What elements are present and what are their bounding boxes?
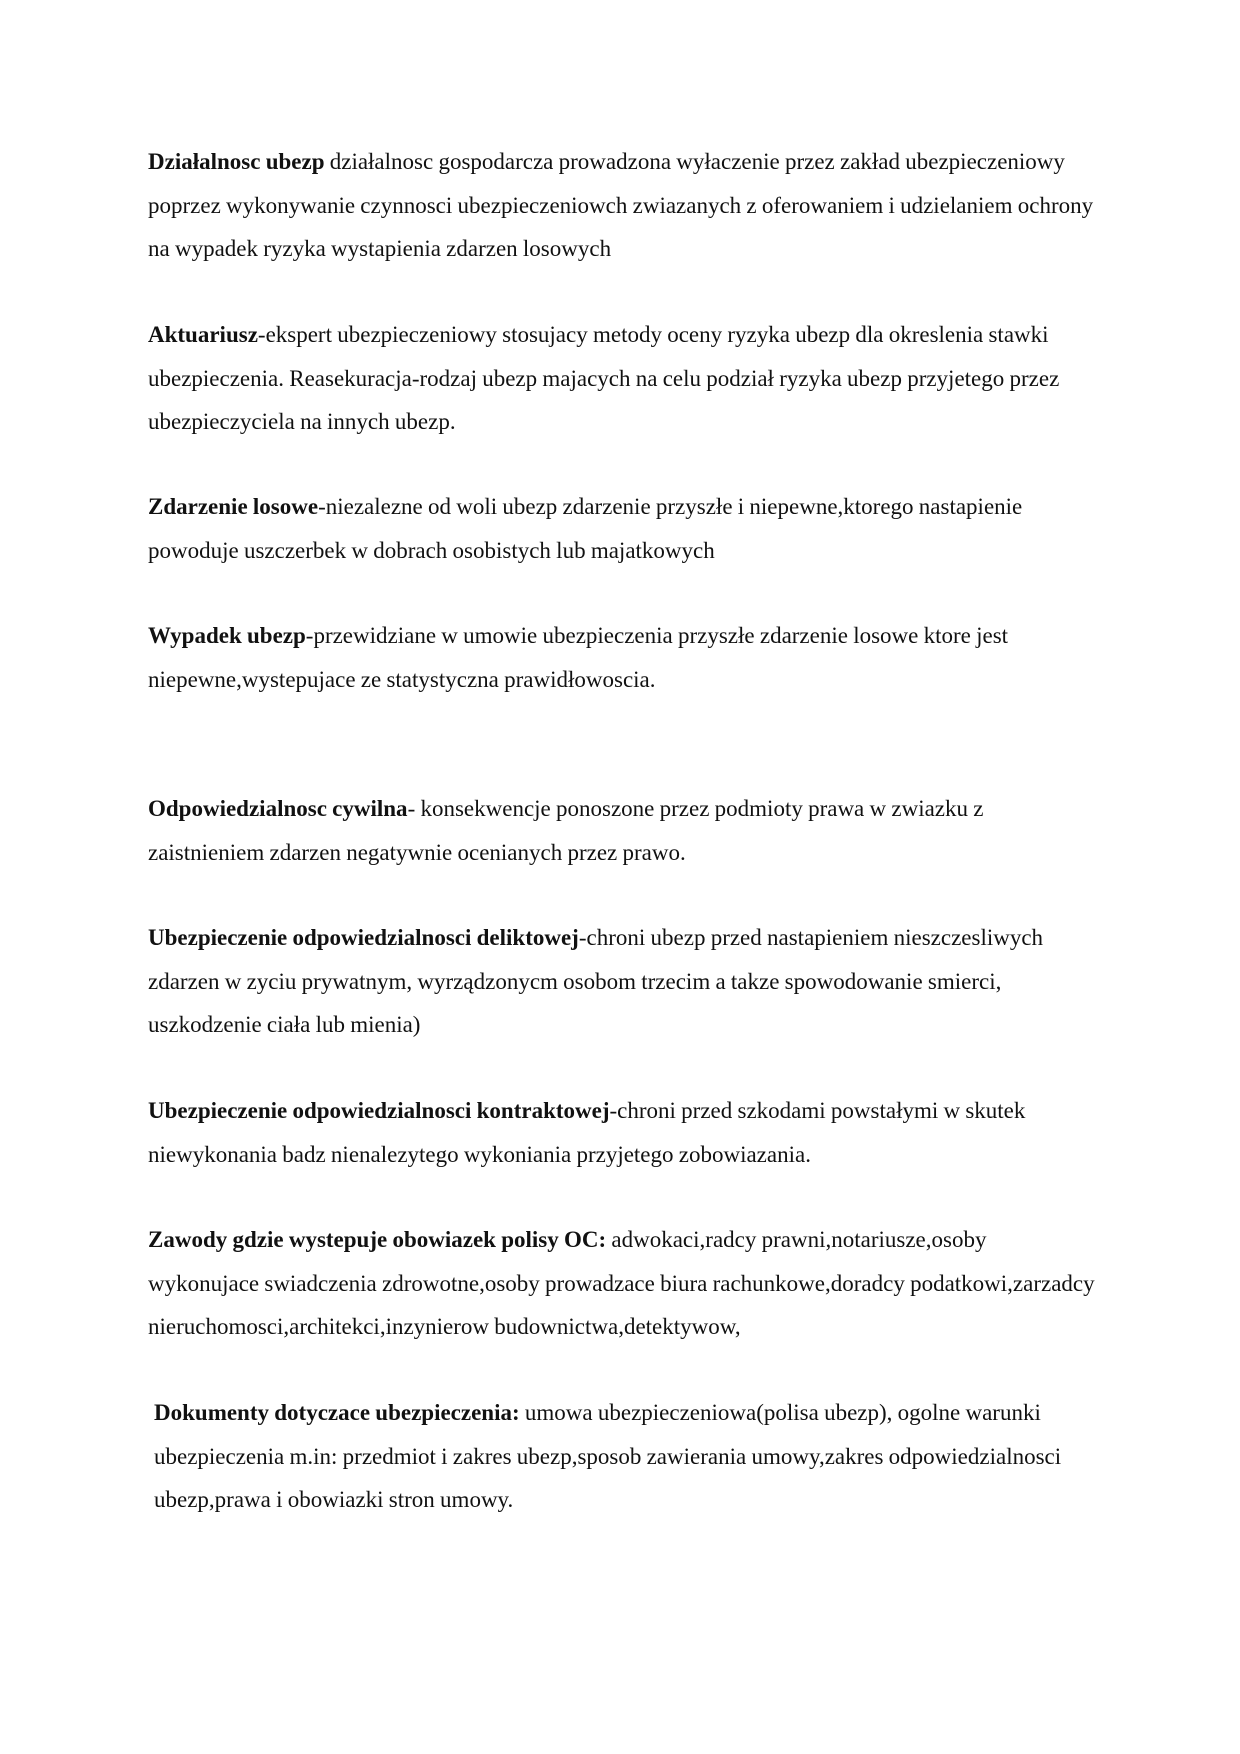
paragraph-zawody-polisa-oc <box>148 1218 1098 1349</box>
definition-text: - konsekwencje ponoszone przez podmioty prawa w zwiazku z zaistnieniem zdarzen negatywnie ocenianych przez prawo. <box>148 796 984 865</box>
definition-text: -niezalezne od woli ubezp zdarzenie przyszłe i niepewne,ktorego nastapienie powoduje uszczerbek w dobrach osobistych lub majatkowych <box>148 494 1023 563</box>
term-heading: Działalnosc ubezp <box>148 149 325 174</box>
paragraph-dokumenty-ubezpieczenia <box>154 1391 1098 1522</box>
definition-text: umowa ubezpieczeniowa(polisa ubezp), ogolne warunki ubezpieczenia m.in: przedmiot i zakres ubezp,sposob zawierania umowy,zakres odpowiedzialnosci ubezp,prawa i obowiazki stron umowy. <box>154 1400 1062 1512</box>
paragraph-wypadek-ubezp <box>148 614 1108 701</box>
paragraph-aktuariusz <box>148 313 1098 444</box>
paragraph-zdarzenie-losowe <box>148 485 1098 572</box>
definition-text: adwokaci,radcy prawni,notariusze,osoby wykonujace swiadczenia zdrowotne,osoby prowadzace biura rachunkowe,doradcy podatkowi,zarzadcy nieruchomosci,architekci,inzynierow budownictwa,detektywow, <box>148 1227 1095 1339</box>
term-heading: Dokumenty dotyczace ubezpieczenia: <box>154 1400 520 1425</box>
term-heading: Ubezpieczenie odpowiedzialnosci deliktowej <box>148 925 579 950</box>
definition-text: -chroni przed szkodami powstałymi w skutek niewykonania badz nienalezytego wykoniania przyjetego zobowiazania. <box>148 1098 1026 1167</box>
term-heading: Odpowiedzialnosc cywilna <box>148 796 408 821</box>
paragraph-dzialalnosc-ubezp <box>148 140 1098 271</box>
term-heading: Wypadek ubezp <box>148 623 306 648</box>
definition-text: -chroni ubezp przed nastapieniem nieszczesliwych zdarzen w zyciu prywatnym, wyrządzonycm osobom trzecim a takze spowodowanie smierci, uszkodzenie ciała lub mienia) <box>148 925 1044 1037</box>
term-heading: Zawody gdzie wystepuje obowiazek polisy OC: <box>148 1227 607 1252</box>
term-heading: Aktuariusz <box>148 322 258 347</box>
term-heading: Ubezpieczenie odpowiedzialnosci kontraktowej <box>148 1098 610 1123</box>
definition-text: działalnosc gospodarcza prowadzona wyłaczenie przez zakład ubezpieczeniowy poprzez wykonywanie czynnosci ubezpieczeniowch zwiazanych z oferowaniem i udzielaniem ochrony na wypadek ryzyka wystapienia zdarzen losowych <box>148 149 1094 261</box>
definition-text: -przewidziane w umowie ubezpieczenia przyszłe zdarzenie losowe ktore jest niepewne,wystepujace ze statystyczna prawidłowoscia. <box>148 623 1009 692</box>
term-heading: Zdarzenie losowe <box>148 494 319 519</box>
definition-text: -ekspert ubezpieczeniowy stosujacy metody oceny ryzyka ubezp dla okreslenia stawki ubezpieczenia. Reasekuracja-rodzaj ubezp majacych na celu podział ryzyka ubezp przyjetego przez ubezpieczyciela na innych ubezp. <box>148 322 1060 434</box>
paragraph-odpowiedzialnosc-cywilna <box>148 787 1098 874</box>
paragraph-odpowiedzialnosc-kontraktowa <box>148 1089 1098 1176</box>
paragraph-odpowiedzialnosc-deliktowa <box>148 916 1098 1047</box>
